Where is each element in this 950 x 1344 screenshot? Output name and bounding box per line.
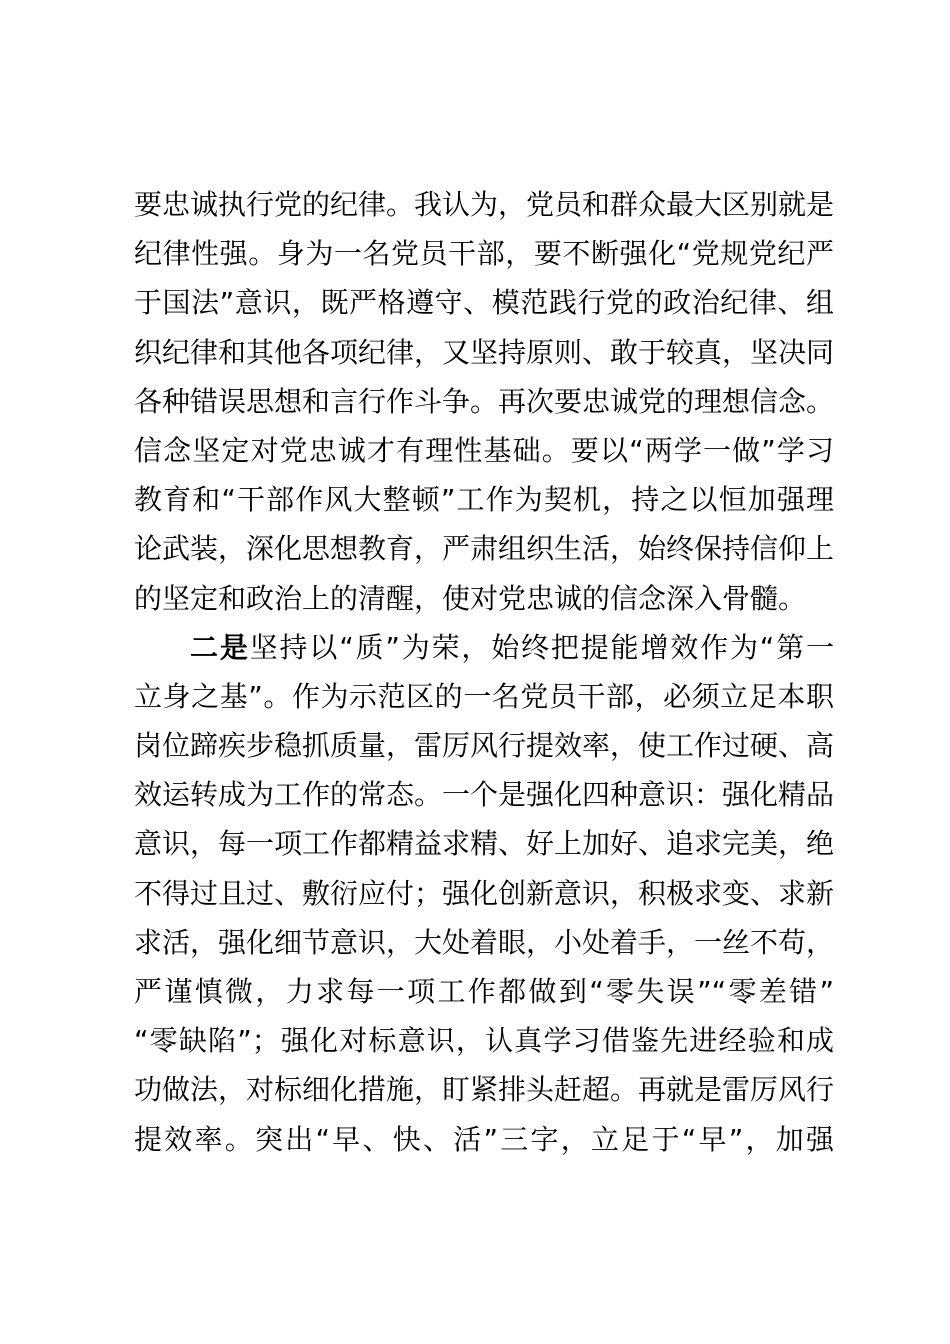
text-line: 于国法”意识，既严格遵守、模范践行党的政治纪律、组 xyxy=(134,286,834,320)
text-line: 求活，强化细节意识，大处着眼，小处着手，一丝不苟， xyxy=(134,925,835,959)
text-line: 各种错误思想和言行作斗争。再次要忠诚党的理想信念。 xyxy=(134,384,835,418)
text-line: 功做法，对标细化措施，盯紧排头赶超。再就是雷厉风行 xyxy=(134,1073,835,1107)
text-line: 意识，每一项工作都精益求精、好上加好、追求完美，绝 xyxy=(134,827,835,861)
text-line: 论武装，深化思想教育，严肃组织生活，始终保持信仰上 xyxy=(134,532,835,566)
text-line: 不得过且过、敷衍应付；强化创新意识，积极求变、求新 xyxy=(134,876,835,910)
text-line: 纪律性强。身为一名党员干部，要不断强化“党规党纪严 xyxy=(134,237,834,271)
text-line: 要忠诚执行党的纪律。我认为，党员和群众最大区别就是 xyxy=(134,188,835,221)
text-line: 教育和“干部作风大整顿”工作为契机，持之以恒加强理 xyxy=(134,483,834,517)
text-line: 的坚定和政治上的清醒，使对党忠诚的信念深入骨髓。 xyxy=(134,581,807,615)
paragraph-first-line-text: 坚持以“质”为荣，始终把提能增效作为“第一 xyxy=(249,630,834,664)
text-line: 信念坚定对党忠诚才有理性基础。要以“两学一做”学习 xyxy=(134,433,834,467)
document-body xyxy=(134,180,834,1164)
text-line: 立身之基”。作为示范区的一名党员干部，必须立足本职 xyxy=(134,679,834,713)
paragraph-first-line xyxy=(134,623,834,672)
text-line: 织纪律和其他各项纪律，又坚持原则、敢于较真，坚决同 xyxy=(134,335,835,369)
text-line: “零缺陷”；强化对标意识，认真学习借鉴先进经验和成 xyxy=(134,1024,834,1058)
paragraph-lead: 二是 xyxy=(190,630,250,664)
text-line: 提效率。突出“早、快、活”三字，立足于“早”，加强 xyxy=(134,1122,834,1156)
text-line: 严谨慎微，力求每一项工作都做到“零失误”“零差错” xyxy=(134,975,834,1008)
text-line: 效运转成为工作的常态。一个是强化四种意识：强化精品 xyxy=(134,778,835,812)
text-line: 岗位蹄疾步稳抓质量，雷厉风行提效率，使工作过硬、高 xyxy=(134,729,835,763)
